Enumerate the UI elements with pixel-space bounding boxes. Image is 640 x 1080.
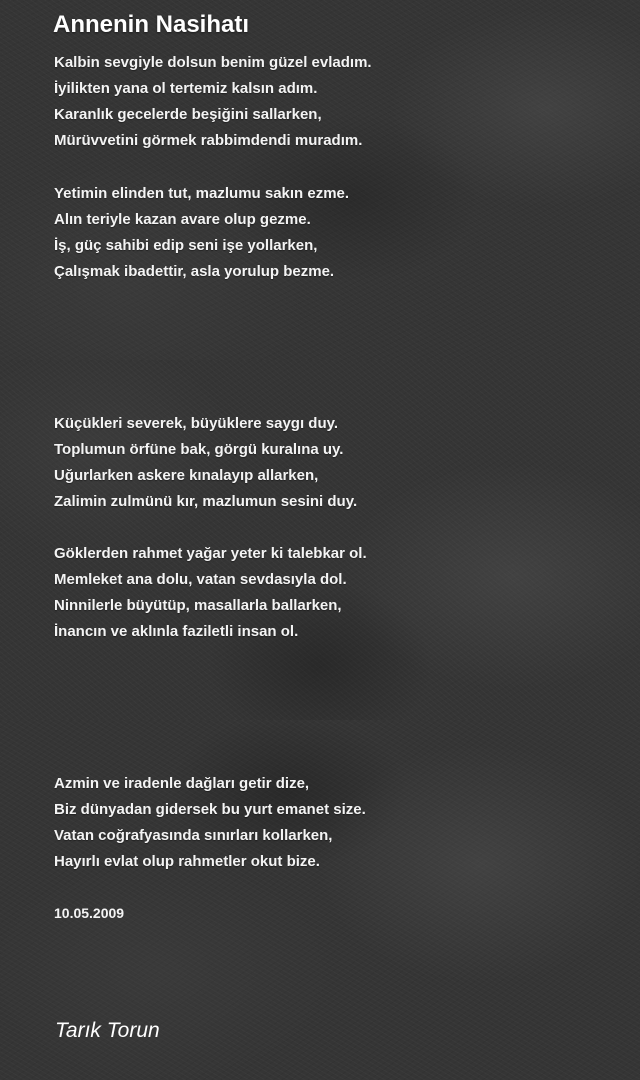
poem-date: 10.05.2009: [54, 905, 125, 921]
poem-line: Vatan coğrafyasında sınırları kollarken,: [54, 827, 333, 844]
stanza-5: [54, 771, 366, 875]
poem-line: Küçükleri severek, büyüklere saygı duy.: [54, 415, 339, 432]
stanza-3: [54, 411, 357, 515]
poem-line: İyilikten yana ol tertemiz kalsın adım.: [54, 80, 318, 97]
stanza-1: [54, 50, 372, 154]
poem-line: Memleket ana dolu, vatan sevdasıyla dol.: [54, 571, 347, 588]
poem-line: Hayırlı evlat olup rahmetler okut bize.: [54, 853, 320, 870]
poem-line: Azmin ve iradenle dağları getir dize,: [54, 775, 310, 792]
poem-line: Alın teriyle kazan avare olup gezme.: [54, 211, 311, 228]
poem-line: Çalışmak ibadettir, asla yorulup bezme.: [54, 263, 335, 280]
poem-line: Zalimin zulmünü kır, mazlumun sesini duy.: [54, 493, 358, 510]
poem-line: Karanlık gecelerde beşiğini sallarken,: [54, 106, 322, 123]
poem-line: Yetimin elinden tut, mazlumu sakın ezme.: [54, 185, 350, 202]
poem-line: Uğurlarken askere kınalayıp allarken,: [54, 467, 319, 484]
poem-line: Biz dünyadan gidersek bu yurt emanet size.: [54, 801, 366, 818]
poem-title: Annenin Nasihatı: [53, 11, 250, 38]
poem-line: Mürüvvetini görmek rabbimdendi muradım.: [54, 132, 363, 149]
stanza-2: [54, 181, 349, 285]
poem-line: Göklerden rahmet yağar yeter ki talebkar ol.: [54, 545, 367, 562]
poem-line: Ninnilerle büyütüp, masallarla ballarken,: [54, 597, 342, 614]
stanza-4: [54, 541, 367, 645]
poem-line: Kalbin sevgiyle dolsun benim güzel evladım.: [54, 54, 372, 71]
poem-line: İnancın ve aklınla faziletli insan ol.: [54, 623, 299, 640]
poem-line: Toplumun örfüne bak, görgü kuralına uy.: [54, 441, 344, 458]
poem-author: Tarık Torun: [55, 1019, 160, 1042]
poem-line: İş, güç sahibi edip seni işe yollarken,: [54, 237, 318, 254]
